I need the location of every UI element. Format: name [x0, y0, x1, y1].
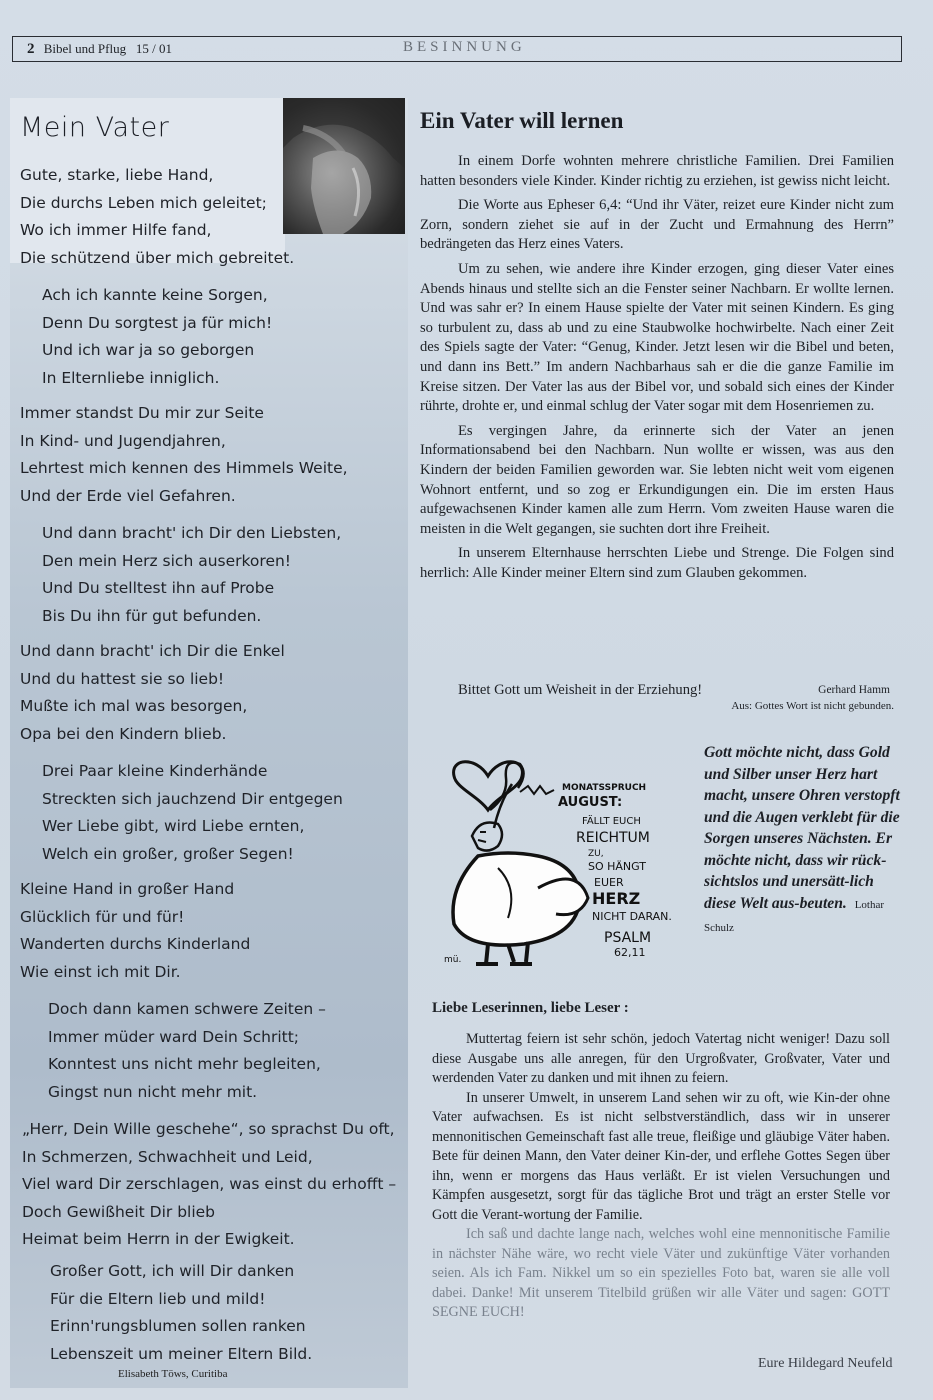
poem-line: Ach ich kannte keine Sorgen,	[42, 286, 268, 304]
cartoon-text: PSALM	[604, 930, 652, 946]
letter-paragraph: Ich saß und dachte lange nach, welches wohl eine mennonitische Familie in nächster Nähe wäre, wo recht viele Väter und zukünftige Väter vorhanden seien. Als ich Fam. Nikkel um so ein spezielles Foto bat, waren sie alle voll dabei. Danke! Mit unserem Titelbild grüßen wir alle Väter und sagen: GOTT SEGNE EUCH!	[432, 1226, 890, 1320]
poem-line: Bis Du ihn für gut befunden.	[42, 606, 262, 625]
poem-line: In Elternliebe inniglich.	[42, 368, 220, 387]
poem-stanza	[48, 996, 326, 1106]
article-paragraph: In einem Dorfe wohnten mehrere christliche Familien. Drei Familien hatten besonders viele Kinder. Kinder richtig zu erziehen, ist gewiss nicht leicht.	[420, 153, 894, 189]
poem-stanza	[42, 758, 343, 868]
cartoon-text: HERZ	[592, 889, 641, 908]
poem-line: Für die Eltern lieb und mild!	[50, 1289, 266, 1308]
letter-heading: Liebe Leserinnen, liebe Leser :	[432, 1000, 629, 1016]
poem-line: Welch ein großer, großer Segen!	[42, 844, 294, 863]
poem-line: Wie einst ich mit Dir.	[20, 962, 181, 981]
cartoon-illustration	[428, 738, 696, 970]
poem-line: Streckten sich jauchzend Dir entgegen	[42, 789, 343, 808]
poem-line: Die schützend über mich gebreitet.	[20, 248, 295, 267]
article-signature	[420, 682, 894, 716]
poem-line: Wer Liebe gibt, wird Liebe ernten,	[42, 817, 305, 835]
poem-stanza	[50, 1258, 312, 1368]
poem-line: Heimat beim Herrn in der Ewigkeit.	[22, 1230, 295, 1248]
poem-line: In Schmerzen, Schwachheit und Leid,	[22, 1147, 313, 1166]
article-paragraph: Die Worte aus Epheser 6,4: “Und ihr Väter, reizet eure Kinder nicht zum Zorn, sondern ziehet sie auf in der Zucht und Ermahnung des Herrn” bedrängeten das Herz eines Vaters.	[420, 197, 894, 253]
poem-stanza	[20, 400, 348, 510]
poem-stanza	[42, 520, 341, 630]
poem-line: Gingst nun nicht mehr mit.	[48, 1082, 258, 1101]
poem-line: Und Du stelltest ihn auf Probe	[42, 579, 275, 597]
poem-line: Doch dann kamen schwere Zeiten –	[48, 1000, 326, 1018]
poem-line: Und ich war ja so geborgen	[42, 341, 255, 359]
article-paragraph: Es vergingen Jahre, da erinnerte sich der Vater an jenen Informationsabend bei den Nachbarn. Nun wollte er wissen, was aus den Kindern der beiden Familien geworden war. Sie lebten nicht weit vom eigenen Wohnort entfernt, und so zog er Erkundigungen ein. Die im ersten Haus aufgewachsenen Kinder kamen alle zum Herrn. Vom zweiten Hause waren die meisten in die Welt gegangen, sie suchten dort ihre Freiheit.	[420, 422, 894, 537]
article-paragraph: In unserem Elternhause herrschten Liebe und Strenge. Die Folgen sind herrlich: Alle Kinder meiner Eltern sind zum Glauben gekommen.	[420, 545, 894, 581]
letter-paragraph: Muttertag feiern ist sehr schön, jedoch Vatertag nicht weniger! Dazu soll diese Ausgabe uns alle anregen, für den Urgroßvater, Großvater, Vater und werdenden Vater zu danken und mit ihnen zu feiern.	[432, 1031, 890, 1086]
poem-line: Wo ich immer Hilfe fand,	[20, 221, 212, 239]
poem-line: Und du hattest sie so lieb!	[20, 669, 225, 688]
poem-line: Mußte ich mal was besorgen,	[20, 697, 248, 715]
quote-author: Lothar Schulz	[704, 898, 885, 934]
cartoon-text: AUGUST:	[558, 795, 623, 810]
poem-stanza	[22, 1116, 396, 1254]
quote-box	[704, 742, 904, 940]
article-title: Ein Vater will lernen	[420, 108, 624, 133]
poem-line: Lebenszeit um meiner Eltern Bild.	[50, 1344, 313, 1363]
cartoon-text: FÄLLT EUCH	[582, 816, 641, 827]
letter-paragraph: In unserer Umwelt, in unserem Land sehen wir zu oft, wie Kin-der ohne Vater aufwachsen. Es ist nicht selbstverständlich, dass wir in unserer mennonitischen Gemeinschaft fast alle treue, fleißige und gläubige Väter haben. Bete für deinen Mann, den Vater deiner Kin-der, und erflehe Gottes Segen über ihn, wenn er morgens das Haus verläßt. Er ist vielen Versuchungen und Kämpfen ausgesetzt, sorgt für das tägliche Brot und trägt an erster Stelle vor Gott die Verant-wortung der Familie.	[432, 1089, 890, 1223]
poem-line: Konntest uns nicht mehr begleiten,	[48, 1055, 321, 1073]
poem-stanza	[20, 638, 285, 748]
poem-line: Kleine Hand in großer Hand	[20, 880, 235, 898]
poem-line: Den mein Herz sich auserkoren!	[42, 551, 292, 570]
poem-line: Gute, starke, liebe Hand,	[20, 166, 214, 184]
cartoon-text: 62,11	[614, 946, 646, 959]
poem-line: Viel ward Dir zerschlagen, was einst du erhofft –	[22, 1175, 397, 1193]
header-publication	[27, 41, 172, 58]
poem-line: „Herr, Dein Wille geschehe“, so sprachst Du oft,	[22, 1120, 395, 1138]
quote-text: Gott möchte nicht, dass Gold und Silber unser Herz hart macht, unsere Ohren verstopft und die Augen verklebt für die Sorgen unseres Nächsten. Er möchte nicht, dass wir rück-sichtslos und unersätt-lich diese Welt aus-beuten.	[704, 744, 900, 912]
cartoon-text: SO HÄNGT	[588, 860, 647, 873]
poem-line: Und dann bracht' ich Dir die Enkel	[20, 642, 285, 660]
article-author: Gerhard Hamm	[818, 684, 890, 696]
poem-stanza	[20, 162, 294, 272]
letter-signature: Eure Hildegard Neufeld	[758, 1356, 893, 1371]
poem-line: Denn Du sorgtest ja für mich!	[42, 313, 273, 332]
cartoon-text: REICHTUM	[576, 830, 650, 846]
poem-line: Lehrtest mich kennen des Himmels Weite,	[20, 459, 348, 477]
poem-line: Und dann bracht' ich Dir den Liebsten,	[42, 524, 342, 542]
poem-line: Und der Erde viel Gefahren.	[20, 486, 236, 505]
poem-line: In Kind- und Jugendjahren,	[20, 431, 226, 450]
poem-author: Elisabeth Töws, Curitiba	[118, 1368, 228, 1380]
cartoon-text: MONATSSPRUCH	[562, 783, 647, 793]
page-number: 2	[27, 41, 35, 57]
issue-number: 15 / 01	[135, 41, 172, 56]
article-body	[420, 152, 894, 588]
poem-line: Die durchs Leben mich geleitet;	[20, 193, 267, 212]
letter-body	[432, 1030, 890, 1323]
hands-photo	[283, 98, 405, 234]
publication-name: Bibel und Pflug	[43, 41, 127, 56]
cartoon-signature: mü.	[444, 955, 462, 965]
poem-line: Großer Gott, ich will Dir danken	[50, 1262, 295, 1280]
poem-line: Glücklich für und für!	[20, 907, 185, 926]
poem-line: Immer standst Du mir zur Seite	[20, 404, 264, 422]
poem-line: Opa bei den Kindern blieb.	[20, 724, 227, 743]
poem-line: Erinn'rungsblumen sollen ranken	[50, 1317, 306, 1335]
cartoon-drawing	[428, 738, 696, 970]
poem-line: Wanderten durchs Kinderland	[20, 935, 251, 953]
poem-stanza	[42, 282, 272, 392]
poem-line: Immer müder ward Dein Schritt;	[48, 1027, 300, 1046]
cartoon-text: EUER	[594, 876, 624, 889]
poem-line: Drei Paar kleine Kinderhände	[42, 762, 268, 780]
article-source: Aus: Gottes Wort ist nicht gebunden.	[731, 700, 894, 712]
page-header	[12, 36, 902, 62]
poem-line: Doch Gewißheit Dir blieb	[22, 1202, 216, 1221]
section-title: BESINNUNG	[403, 39, 526, 55]
poem-stanza	[20, 876, 250, 986]
cartoon-text: ZU,	[588, 849, 604, 859]
poem-title: Mein Vater	[20, 112, 170, 143]
article-closing: Bittet Gott um Weisheit in der Erziehung!	[458, 682, 703, 698]
article-paragraph: Um zu sehen, wie andere ihre Kinder erzogen, ging dieser Vater eines Abends hinaus und stellte sich an die Fenster seiner Nachbarn. Er wollte lernen. Und was sahr er? In einem Hause spielte der Vater mit seinen Kindern. Es ging so turbulent zu, dass ab und zu eine Staubwolke hochwirbelte. Nach einer Zeit des Spiels sagte der Vater: “Genug, Kinder. Jetzt lesen wir die Bibel und beten, und dann ins Bett.” Im andern Nachbarhaus sah er die die ganze Familie im Kreise sitzen. Der Vater las aus der Bibel vor, und sobald sich eines der Kinder rührte, drohte er, und einmal schlug der Vater sogar mit dem Hosenriemen zu.	[420, 260, 894, 415]
cartoon-text: NICHT DARAN.	[592, 910, 672, 923]
